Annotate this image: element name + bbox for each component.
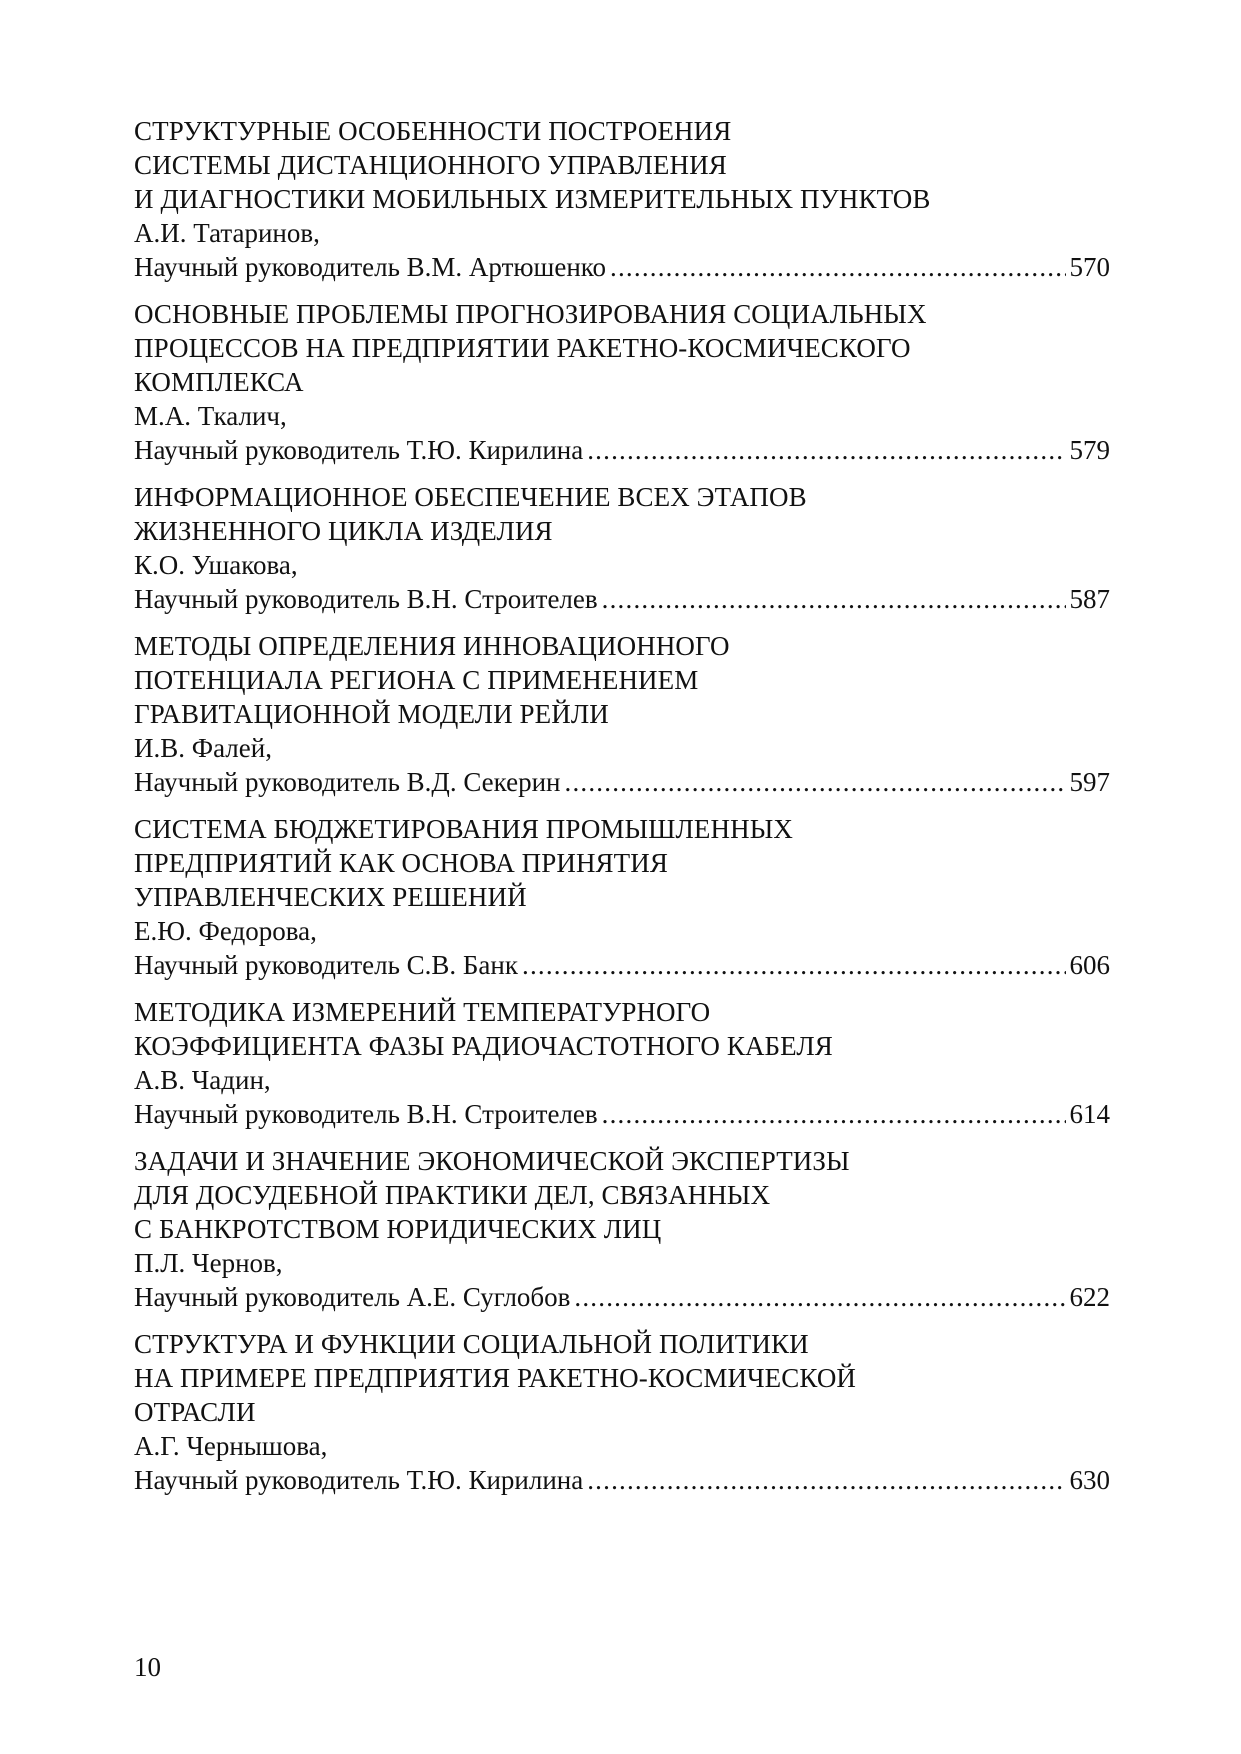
dot-leader (602, 582, 1066, 616)
toc-entry (134, 1144, 1110, 1314)
entry-author: И.В. Фалей, (134, 733, 272, 763)
entry-title-line: МЕТОДЫ ОПРЕДЕЛЕНИЯ ИННОВАЦИОННОГО (134, 631, 730, 661)
entry-supervisor: Научный руководитель В.Д. Секерин (134, 767, 561, 797)
dot-leader (565, 765, 1066, 799)
entry-supervisor: Научный руководитель С.В. Банк (134, 950, 518, 980)
toc-entry (134, 114, 1110, 284)
entry-supervisor-row (134, 1097, 1110, 1131)
entry-title-line: ПОТЕНЦИАЛА РЕГИОНА С ПРИМЕНЕНИЕМ (134, 665, 699, 695)
entry-page-number: 630 (1069, 1465, 1110, 1495)
dot-leader (610, 250, 1065, 284)
entry-supervisor-row (134, 433, 1110, 467)
toc-entry (134, 812, 1110, 982)
dot-leader (574, 1280, 1065, 1314)
entry-supervisor-row (134, 1280, 1110, 1314)
entry-page-number: 606 (1069, 950, 1110, 980)
entry-supervisor: Научный руководитель Т.Ю. Кирилина (134, 435, 584, 465)
entry-supervisor: Научный руководитель В.Н. Строителев (134, 1099, 598, 1129)
entry-author: М.А. Ткалич, (134, 401, 287, 431)
dot-leader (587, 1463, 1065, 1497)
entry-supervisor-row (134, 582, 1110, 616)
entry-supervisor: Научный руководитель В.М. Артюшенко (134, 252, 607, 282)
entry-author: А.Г. Чернышова, (134, 1431, 328, 1461)
entry-page-number: 570 (1069, 252, 1110, 282)
entry-supervisor: Научный руководитель В.Н. Строителев (134, 584, 598, 614)
entry-title-line: СИСТЕМА БЮДЖЕТИРОВАНИЯ ПРОМЫШЛЕННЫХ (134, 814, 793, 844)
dot-leader (587, 433, 1065, 467)
entry-title-line: СИСТЕМЫ ДИСТАНЦИОННОГО УПРАВЛЕНИЯ (134, 150, 727, 180)
entry-title-line: ЗАДАЧИ И ЗНАЧЕНИЕ ЭКОНОМИЧЕСКОЙ ЭКСПЕРТИЗЫ (134, 1146, 850, 1176)
toc-entry (134, 297, 1110, 467)
entry-supervisor-row (134, 948, 1110, 982)
entry-title-line: ПРЕДПРИЯТИЙ КАК ОСНОВА ПРИНЯТИЯ (134, 848, 668, 878)
entry-supervisor-row (134, 765, 1110, 799)
entry-author: Е.Ю. Федорова, (134, 916, 317, 946)
dot-leader (602, 1097, 1066, 1131)
entry-page-number: 597 (1069, 767, 1110, 797)
entry-title-line: НА ПРИМЕРЕ ПРЕДПРИЯТИЯ РАКЕТНО-КОСМИЧЕСКОЙ (134, 1363, 857, 1393)
entry-title-line: ЖИЗНЕННОГО ЦИКЛА ИЗДЕЛИЯ (134, 516, 553, 546)
entry-title-line: МЕТОДИКА ИЗМЕРЕНИЙ ТЕМПЕРАТУРНОГО (134, 997, 711, 1027)
entry-title-line: УПРАВЛЕНЧЕСКИХ РЕШЕНИЙ (134, 882, 527, 912)
entry-title-line: И ДИАГНОСТИКИ МОБИЛЬНЫХ ИЗМЕРИТЕЛЬНЫХ ПУНКТОВ (134, 184, 931, 214)
page-number: 10 (134, 1652, 161, 1682)
entry-supervisor-row (134, 1463, 1110, 1497)
entry-title-line: КОМПЛЕКСА (134, 367, 304, 397)
entry-title-line: КОЭФФИЦИЕНТА ФАЗЫ РАДИОЧАСТОТНОГО КАБЕЛЯ (134, 1031, 833, 1061)
entry-author: А.В. Чадин, (134, 1065, 271, 1095)
entry-title-line: СТРУКТУРНЫЕ ОСОБЕННОСТИ ПОСТРОЕНИЯ (134, 116, 732, 146)
toc-entry (134, 629, 1110, 799)
toc-entry (134, 995, 1110, 1131)
entry-page-number: 587 (1069, 584, 1110, 614)
entry-page-number: 579 (1069, 435, 1110, 465)
entry-page-number: 614 (1069, 1099, 1110, 1129)
entry-author: А.И. Татаринов, (134, 218, 320, 248)
entry-author: К.О. Ушакова, (134, 550, 298, 580)
entry-title-line: С БАНКРОТСТВОМ ЮРИДИЧЕСКИХ ЛИЦ (134, 1214, 662, 1244)
entry-supervisor: Научный руководитель Т.Ю. Кирилина (134, 1465, 584, 1495)
entry-title-line: СТРУКТУРА И ФУНКЦИИ СОЦИАЛЬНОЙ ПОЛИТИКИ (134, 1329, 809, 1359)
entry-title-line: ИНФОРМАЦИОННОЕ ОБЕСПЕЧЕНИЕ ВСЕХ ЭТАПОВ (134, 482, 807, 512)
entry-title-line: ОТРАСЛИ (134, 1397, 256, 1427)
toc-entry (134, 480, 1110, 616)
entry-title-line: ДЛЯ ДОСУДЕБНОЙ ПРАКТИКИ ДЕЛ, СВЯЗАННЫХ (134, 1180, 771, 1210)
entry-title-line: ПРОЦЕССОВ НА ПРЕДПРИЯТИИ РАКЕТНО-КОСМИЧЕСКОГО (134, 333, 911, 363)
entry-supervisor-row (134, 250, 1110, 284)
table-of-contents (134, 114, 1110, 1510)
toc-entry (134, 1327, 1110, 1497)
entry-supervisor: Научный руководитель А.Е. Суглобов (134, 1282, 571, 1312)
entry-title-line: ГРАВИТАЦИОННОЙ МОДЕЛИ РЕЙЛИ (134, 699, 609, 729)
entry-title-line: ОСНОВНЫЕ ПРОБЛЕМЫ ПРОГНОЗИРОВАНИЯ СОЦИАЛЬНЫХ (134, 299, 927, 329)
entry-page-number: 622 (1069, 1282, 1110, 1312)
entry-author: П.Л. Чернов, (134, 1248, 283, 1278)
dot-leader (522, 948, 1066, 982)
